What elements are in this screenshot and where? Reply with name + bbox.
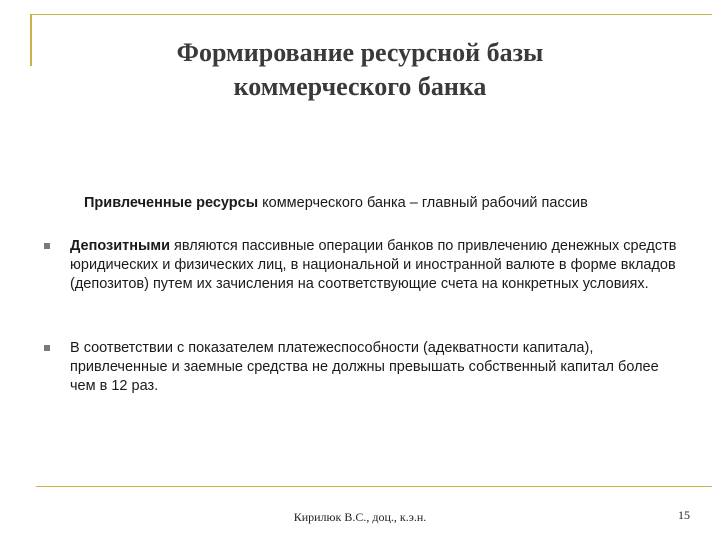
intro-text	[84, 194, 684, 212]
frame-left-line	[30, 14, 32, 66]
bullet-text	[70, 237, 684, 294]
title-line-2: коммерческого банка	[233, 72, 487, 101]
square-bullet-icon	[44, 243, 50, 249]
square-bullet-icon	[44, 345, 50, 351]
bullet-rest: В соответствии с показателем платежеспособности (адекватности капитала), привлеченные и заемные средства не должны превышать собственный капитал более чем в 12 раз.	[70, 340, 659, 394]
page-number: 15	[678, 508, 690, 522]
frame-top-line	[30, 14, 712, 15]
intro-bold: Привлеченные ресурсы	[84, 195, 259, 211]
frame-bottom-line	[36, 486, 712, 487]
footer-author: Кирилюк В.С., доц., к.э.н.	[293, 510, 427, 524]
title-line-1: Формирование ресурсной базы	[176, 38, 544, 67]
bullet-bold: Депозитными	[70, 238, 170, 254]
bullet-text	[70, 339, 684, 396]
slide-title	[60, 36, 660, 104]
bullet-rest: являются пассивные операции банков по привлечению денежных средств юридических и физических лиц, в национальной и иностранной валюте в форме вкладов (депозитов) путем их зачисления на соответствующие счета на конкретных условиях.	[70, 238, 677, 292]
intro-rest: коммерческого банка – главный рабочий пассив	[258, 195, 588, 211]
